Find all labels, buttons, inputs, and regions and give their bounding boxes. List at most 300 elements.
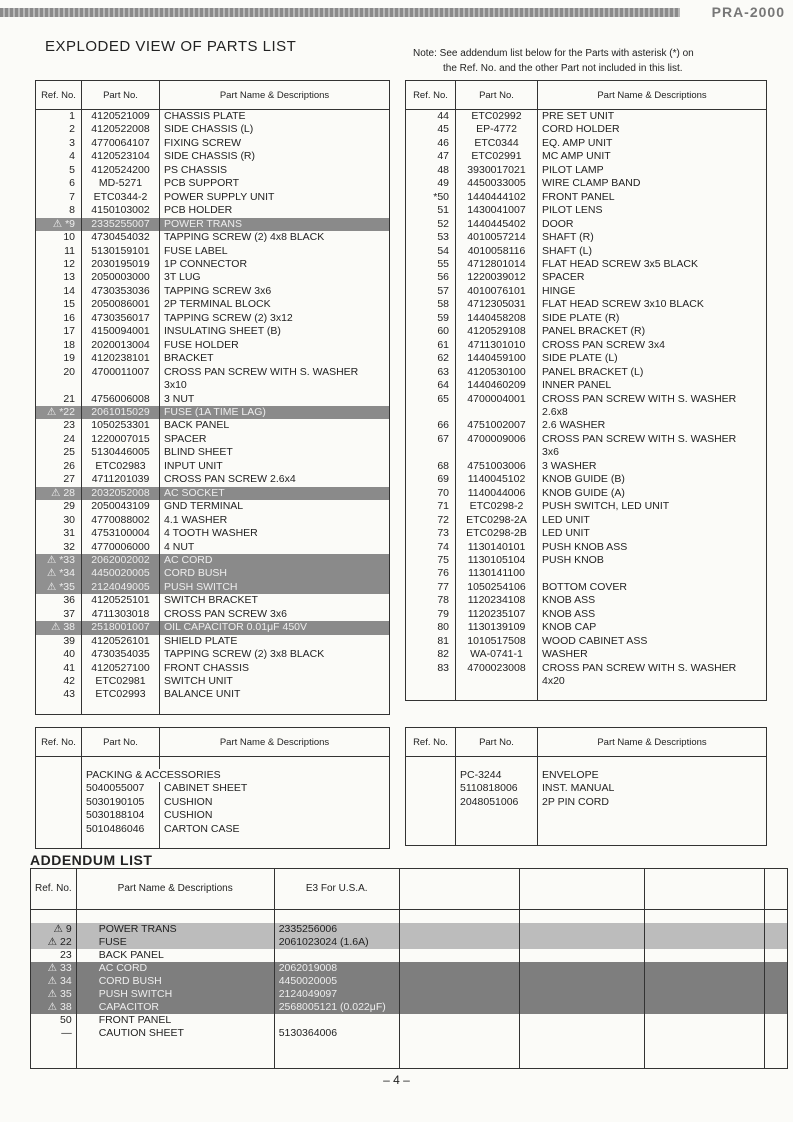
part-desc: SWITCH BRACKET — [160, 594, 390, 607]
part-desc: CROSS PAN SCREW WITH S. WASHER — [160, 366, 390, 379]
addendum-ref: 50 — [31, 1014, 77, 1027]
ref-no: 77 — [406, 581, 456, 594]
part-desc: ENVELOPE — [538, 769, 767, 782]
table-row — [36, 621, 390, 634]
ref-no: 57 — [406, 285, 456, 298]
table-row — [36, 258, 390, 271]
addendum-ref: ⚠ 22 — [31, 936, 77, 949]
table-row — [36, 150, 390, 163]
part-desc: KNOB CAP — [538, 621, 767, 634]
part-no — [456, 406, 538, 419]
ref-no: 44 — [406, 110, 456, 124]
part-desc: SHIELD PLATE — [160, 635, 390, 648]
ref-no: 13 — [36, 271, 82, 284]
part-desc — [538, 757, 767, 770]
note-line-2: the Ref. No. and the other Part not included in this list. — [443, 63, 683, 74]
addendum-e3: 2062019008 — [274, 962, 399, 975]
part-no — [456, 688, 538, 701]
model-number: PRA-2000 — [711, 4, 785, 20]
table-row — [36, 554, 390, 567]
addendum-cell — [764, 936, 787, 949]
part-desc: CHASSIS PLATE — [160, 110, 390, 124]
ref-no: 43 — [36, 688, 82, 701]
part-no: ETC02981 — [82, 675, 160, 688]
part-desc: LED UNIT — [538, 527, 767, 540]
col-ref: Ref. No. — [406, 81, 456, 110]
ref-no — [406, 675, 456, 688]
part-no: 2050003000 — [82, 271, 160, 284]
addendum-cell — [764, 949, 787, 962]
table-row-spacer — [31, 910, 788, 924]
part-no: 4120529108 — [456, 325, 538, 338]
part-desc: INNER PANEL — [538, 379, 767, 392]
ref-no: 11 — [36, 245, 82, 258]
ref-no: 25 — [36, 446, 82, 459]
addendum-cell — [764, 1040, 787, 1069]
part-no: PC-3244 — [456, 769, 538, 782]
ref-no: 21 — [36, 393, 82, 406]
addendum-col-desc: Part Name & Descriptions — [76, 869, 274, 910]
addendum-cell — [764, 910, 787, 924]
table-row — [406, 769, 767, 782]
ref-no: 12 — [36, 258, 82, 271]
ref-no: 41 — [36, 662, 82, 675]
part-no: 4450020005 — [82, 567, 160, 580]
part-desc: HINGE — [538, 285, 767, 298]
ref-no: 74 — [406, 541, 456, 554]
part-desc: MC AMP UNIT — [538, 150, 767, 163]
addendum-cell — [519, 949, 644, 962]
table-row — [36, 379, 390, 392]
table-row — [36, 285, 390, 298]
table-row — [31, 1001, 788, 1014]
part-no: 4120526101 — [82, 635, 160, 648]
table-row — [36, 581, 390, 594]
part-desc: 3 WASHER — [538, 460, 767, 473]
part-desc: INSULATING SHEET (B) — [160, 325, 390, 338]
table-row — [36, 487, 390, 500]
part-no: 5110818006 — [456, 782, 538, 795]
part-no: 4450033005 — [456, 177, 538, 190]
part-no: 1440444102 — [456, 191, 538, 204]
part-desc: FUSE HOLDER — [160, 339, 390, 352]
table-row — [406, 648, 767, 661]
part-no: 4756006008 — [82, 393, 160, 406]
table-row — [36, 204, 390, 217]
ref-no: ⚠ *22 — [36, 406, 82, 419]
col-ref: Ref. No. — [36, 728, 82, 757]
table-row — [406, 581, 767, 594]
part-desc: SWITCH UNIT — [160, 675, 390, 688]
part-desc: FRONT PANEL — [538, 191, 767, 204]
addendum-cell — [76, 1040, 274, 1069]
part-no: 5130159101 — [82, 245, 160, 258]
ref-no: 18 — [36, 339, 82, 352]
part-no: 2335255007 — [82, 218, 160, 231]
part-no: 1010517508 — [456, 635, 538, 648]
parts-body-right — [406, 110, 767, 701]
addendum-e3: 2335256006 — [274, 923, 399, 936]
part-desc: SIDE CHASSIS (R) — [160, 150, 390, 163]
part-no: 4010058116 — [456, 245, 538, 258]
table-row — [406, 514, 767, 527]
part-desc: PRE SET UNIT — [538, 110, 767, 124]
part-no: 5010486046 — [82, 823, 160, 836]
part-desc: INST. MANUAL — [538, 782, 767, 795]
ref-no: 32 — [36, 541, 82, 554]
table-row — [406, 110, 767, 124]
part-desc: CROSS PAN SCREW 3x6 — [160, 608, 390, 621]
addendum-cell — [399, 962, 519, 975]
header-band — [0, 0, 793, 20]
part-desc — [160, 702, 390, 715]
table-row — [31, 923, 788, 936]
part-no: 1440460209 — [456, 379, 538, 392]
ref-no — [406, 782, 456, 795]
ref-no: 39 — [36, 635, 82, 648]
part-desc: GND TERMINAL — [160, 500, 390, 513]
addendum-title: ADDENDUM LIST — [30, 852, 153, 868]
ref-no: 80 — [406, 621, 456, 634]
part-desc: TAPPING SCREW (2) 4x8 BLACK — [160, 231, 390, 244]
table-row — [31, 936, 788, 949]
ref-no — [36, 702, 82, 715]
part-no: 1050253301 — [82, 419, 160, 432]
parts-table-right — [405, 80, 767, 701]
ref-no: 73 — [406, 527, 456, 540]
part-desc: BALANCE UNIT — [160, 688, 390, 701]
addendum-ref: ⚠ 35 — [31, 988, 77, 1001]
ref-no: 63 — [406, 366, 456, 379]
ref-no: 23 — [36, 419, 82, 432]
addendum-cell — [644, 962, 764, 975]
table-row — [31, 1014, 788, 1027]
addendum-cell — [519, 1027, 644, 1040]
table-row-spacer — [36, 702, 390, 715]
col-desc: Part Name & Descriptions — [160, 81, 390, 110]
part-desc — [538, 567, 767, 580]
part-desc: SPACER — [538, 271, 767, 284]
part-no: 4700011007 — [82, 366, 160, 379]
addendum-cell — [644, 1014, 764, 1027]
ref-no: 62 — [406, 352, 456, 365]
ref-no: 42 — [36, 675, 82, 688]
addendum-cell — [399, 1027, 519, 1040]
part-desc: 4x20 — [538, 675, 767, 688]
ref-no: 64 — [406, 379, 456, 392]
part-no: 5040055007 — [82, 782, 160, 795]
addendum-e3 — [274, 1014, 399, 1027]
part-no: 4753100004 — [82, 527, 160, 540]
addendum-body — [31, 910, 788, 1069]
part-no: 1440459100 — [456, 352, 538, 365]
col-desc: Part Name & Descriptions — [160, 728, 390, 757]
ref-no — [36, 782, 82, 795]
part-no: 2050043109 — [82, 500, 160, 513]
ref-no: 70 — [406, 487, 456, 500]
part-no: 4120530100 — [456, 366, 538, 379]
part-no: 1130141100 — [456, 567, 538, 580]
ref-no: 36 — [36, 594, 82, 607]
part-no: 1120235107 — [456, 608, 538, 621]
addendum-cell — [644, 949, 764, 962]
part-no — [456, 809, 538, 821]
ref-no: 51 — [406, 204, 456, 217]
table-row — [406, 352, 767, 365]
col-part-no: Part No. — [456, 81, 538, 110]
ref-no: 37 — [36, 608, 82, 621]
ref-no: 19 — [36, 352, 82, 365]
table-row-spacer — [406, 833, 767, 846]
table-row — [36, 352, 390, 365]
part-no: 4712801014 — [456, 258, 538, 271]
part-desc: BLIND SHEET — [160, 446, 390, 459]
table-row — [36, 406, 390, 419]
ref-no: 27 — [36, 473, 82, 486]
table-row — [36, 123, 390, 136]
table-row — [406, 137, 767, 150]
table-row — [31, 975, 788, 988]
part-no — [456, 675, 538, 688]
part-no: 4120238101 — [82, 352, 160, 365]
part-no: 4120521009 — [82, 110, 160, 124]
table-row — [406, 245, 767, 258]
addendum-cell — [644, 936, 764, 949]
part-no: 4770006000 — [82, 541, 160, 554]
part-no: 4150103002 — [82, 204, 160, 217]
table-row — [406, 500, 767, 513]
part-no: 1130139109 — [456, 621, 538, 634]
addendum-cell — [31, 1040, 77, 1069]
ref-no: 59 — [406, 312, 456, 325]
addendum-cell — [76, 910, 274, 924]
addendum-cell — [644, 988, 764, 1001]
addendum-cell — [644, 910, 764, 924]
ref-no: 3 — [36, 137, 82, 150]
part-no: 4120527100 — [82, 662, 160, 675]
ref-no — [36, 379, 82, 392]
ref-no: 48 — [406, 164, 456, 177]
part-desc: SHAFT (L) — [538, 245, 767, 258]
ref-no: 31 — [36, 527, 82, 540]
packing-body — [36, 757, 390, 849]
part-no: ETC02993 — [82, 688, 160, 701]
col-desc: Part Name & Descriptions — [538, 81, 767, 110]
table-row-spacer — [406, 821, 767, 833]
addendum-e3: 5130364006 — [274, 1027, 399, 1040]
addendum-cell — [519, 910, 644, 924]
table-row — [36, 446, 390, 459]
part-desc: PCB HOLDER — [160, 204, 390, 217]
addendum-e3 — [274, 949, 399, 962]
table-row — [406, 150, 767, 163]
table-row-spacer — [36, 757, 390, 770]
ref-no: 52 — [406, 218, 456, 231]
part-no: 2050086001 — [82, 298, 160, 311]
addendum-cell — [399, 923, 519, 936]
table-row — [36, 245, 390, 258]
table-row — [406, 231, 767, 244]
part-no: 4730353036 — [82, 285, 160, 298]
part-desc: BOTTOM COVER — [538, 581, 767, 594]
part-desc: CUSHION — [160, 809, 390, 822]
part-desc — [538, 821, 767, 833]
part-desc: SPACER — [160, 433, 390, 446]
ref-no: 45 — [406, 123, 456, 136]
ref-no — [36, 823, 82, 836]
part-no: 2048051006 — [456, 796, 538, 809]
col-part-no: Part No. — [82, 81, 160, 110]
header-stripe — [0, 8, 680, 17]
addendum-cell — [274, 1040, 399, 1069]
part-no: 4120523104 — [82, 150, 160, 163]
table-row — [36, 675, 390, 688]
part-desc: CROSS PAN SCREW WITH S. WASHER — [538, 433, 767, 446]
addendum-desc: BACK PANEL — [76, 949, 274, 962]
part-no: 4010057214 — [456, 231, 538, 244]
part-desc: 3x6 — [538, 446, 767, 459]
part-no: 2124049005 — [82, 581, 160, 594]
table-row — [406, 298, 767, 311]
table-row — [406, 487, 767, 500]
ref-no — [36, 769, 82, 782]
addendum-ref: 23 — [31, 949, 77, 962]
ref-no: 78 — [406, 594, 456, 607]
table-row — [36, 541, 390, 554]
ref-no — [406, 796, 456, 809]
ref-no: 4 — [36, 150, 82, 163]
table-row — [36, 312, 390, 325]
table-row — [406, 218, 767, 231]
ref-no: 55 — [406, 258, 456, 271]
ref-no: 10 — [36, 231, 82, 244]
addendum-cell — [399, 988, 519, 1001]
part-desc: PS CHASSIS — [160, 164, 390, 177]
addendum-cell — [31, 910, 77, 924]
part-no: 4010076101 — [456, 285, 538, 298]
ref-no: 20 — [36, 366, 82, 379]
part-no: 4751002007 — [456, 419, 538, 432]
addendum-desc: POWER TRANS — [76, 923, 274, 936]
addendum-cell — [644, 1027, 764, 1040]
part-desc: FUSE LABEL — [160, 245, 390, 258]
table-row — [36, 393, 390, 406]
part-desc: OIL CAPACITOR 0.01μF 450V — [160, 621, 390, 634]
ref-no: ⚠ *34 — [36, 567, 82, 580]
addendum-cell — [399, 910, 519, 924]
part-no: 2518001007 — [82, 621, 160, 634]
col-ref: Ref. No. — [36, 81, 82, 110]
table-row — [36, 688, 390, 701]
part-no — [82, 757, 160, 770]
table-row — [406, 325, 767, 338]
table-row — [36, 514, 390, 527]
addendum-cell — [519, 936, 644, 949]
table-row — [36, 648, 390, 661]
ref-no — [406, 757, 456, 770]
part-desc: 2.6 WASHER — [538, 419, 767, 432]
ref-no: 61 — [406, 339, 456, 352]
addendum-cell — [519, 1014, 644, 1027]
part-desc: PANEL BRACKET (R) — [538, 325, 767, 338]
ref-no — [406, 821, 456, 833]
table-row — [406, 527, 767, 540]
table-row — [36, 809, 390, 822]
part-no: 3930017021 — [456, 164, 538, 177]
table-row — [406, 635, 767, 648]
ref-no: 66 — [406, 419, 456, 432]
part-no: 5030188104 — [82, 809, 160, 822]
part-no — [456, 821, 538, 833]
part-no: 4730356017 — [82, 312, 160, 325]
ref-no: 71 — [406, 500, 456, 513]
table-row — [406, 123, 767, 136]
addendum-cell — [519, 988, 644, 1001]
table-row — [36, 662, 390, 675]
table-row — [36, 218, 390, 231]
col-desc: Part Name & Descriptions — [538, 728, 767, 757]
addendum-e3: 2061023024 (1.6A) — [274, 936, 399, 949]
ref-no: 75 — [406, 554, 456, 567]
part-no: 1440458208 — [456, 312, 538, 325]
part-desc — [538, 688, 767, 701]
ref-no: 2 — [36, 123, 82, 136]
part-no: 2061015029 — [82, 406, 160, 419]
table-row — [406, 393, 767, 406]
addendum-cell — [764, 923, 787, 936]
part-no — [456, 757, 538, 770]
ref-no: 54 — [406, 245, 456, 258]
part-desc — [538, 833, 767, 846]
part-no: 4711201039 — [82, 473, 160, 486]
ref-no: 46 — [406, 137, 456, 150]
addendum-cell — [519, 975, 644, 988]
addendum-col-blank — [519, 869, 644, 910]
part-no: 1220039012 — [456, 271, 538, 284]
addendum-desc: FUSE — [76, 936, 274, 949]
part-no: 1140044006 — [456, 487, 538, 500]
part-no: 5130446005 — [82, 446, 160, 459]
table-row — [36, 608, 390, 621]
ref-no: 72 — [406, 514, 456, 527]
part-no: 1440445402 — [456, 218, 538, 231]
addendum-cell — [519, 1040, 644, 1069]
col-part-no: Part No. — [82, 728, 160, 757]
part-no: ETC0298-2 — [456, 500, 538, 513]
ref-no — [36, 836, 82, 849]
table-row — [36, 796, 390, 809]
addendum-desc: CAUTION SHEET — [76, 1027, 274, 1040]
part-no: 4700023008 — [456, 662, 538, 675]
addendum-cell — [399, 1014, 519, 1027]
part-no: 4150094001 — [82, 325, 160, 338]
addendum-cell — [764, 975, 787, 988]
table-row — [31, 949, 788, 962]
table-row — [36, 177, 390, 190]
part-desc: FLAT HEAD SCREW 3x10 BLACK — [538, 298, 767, 311]
part-no: 1430041007 — [456, 204, 538, 217]
addendum-col-blank — [399, 869, 519, 910]
part-desc: CROSS PAN SCREW 2.6x4 — [160, 473, 390, 486]
table-row-spacer — [31, 1040, 788, 1069]
addendum-cell — [399, 1040, 519, 1069]
part-desc: 3 NUT — [160, 393, 390, 406]
ref-no: 30 — [36, 514, 82, 527]
addendum-table — [30, 868, 788, 1069]
page-number: – 4 – — [383, 1073, 410, 1087]
part-desc: PILOT LENS — [538, 204, 767, 217]
part-desc: 2P PIN CORD — [538, 796, 767, 809]
